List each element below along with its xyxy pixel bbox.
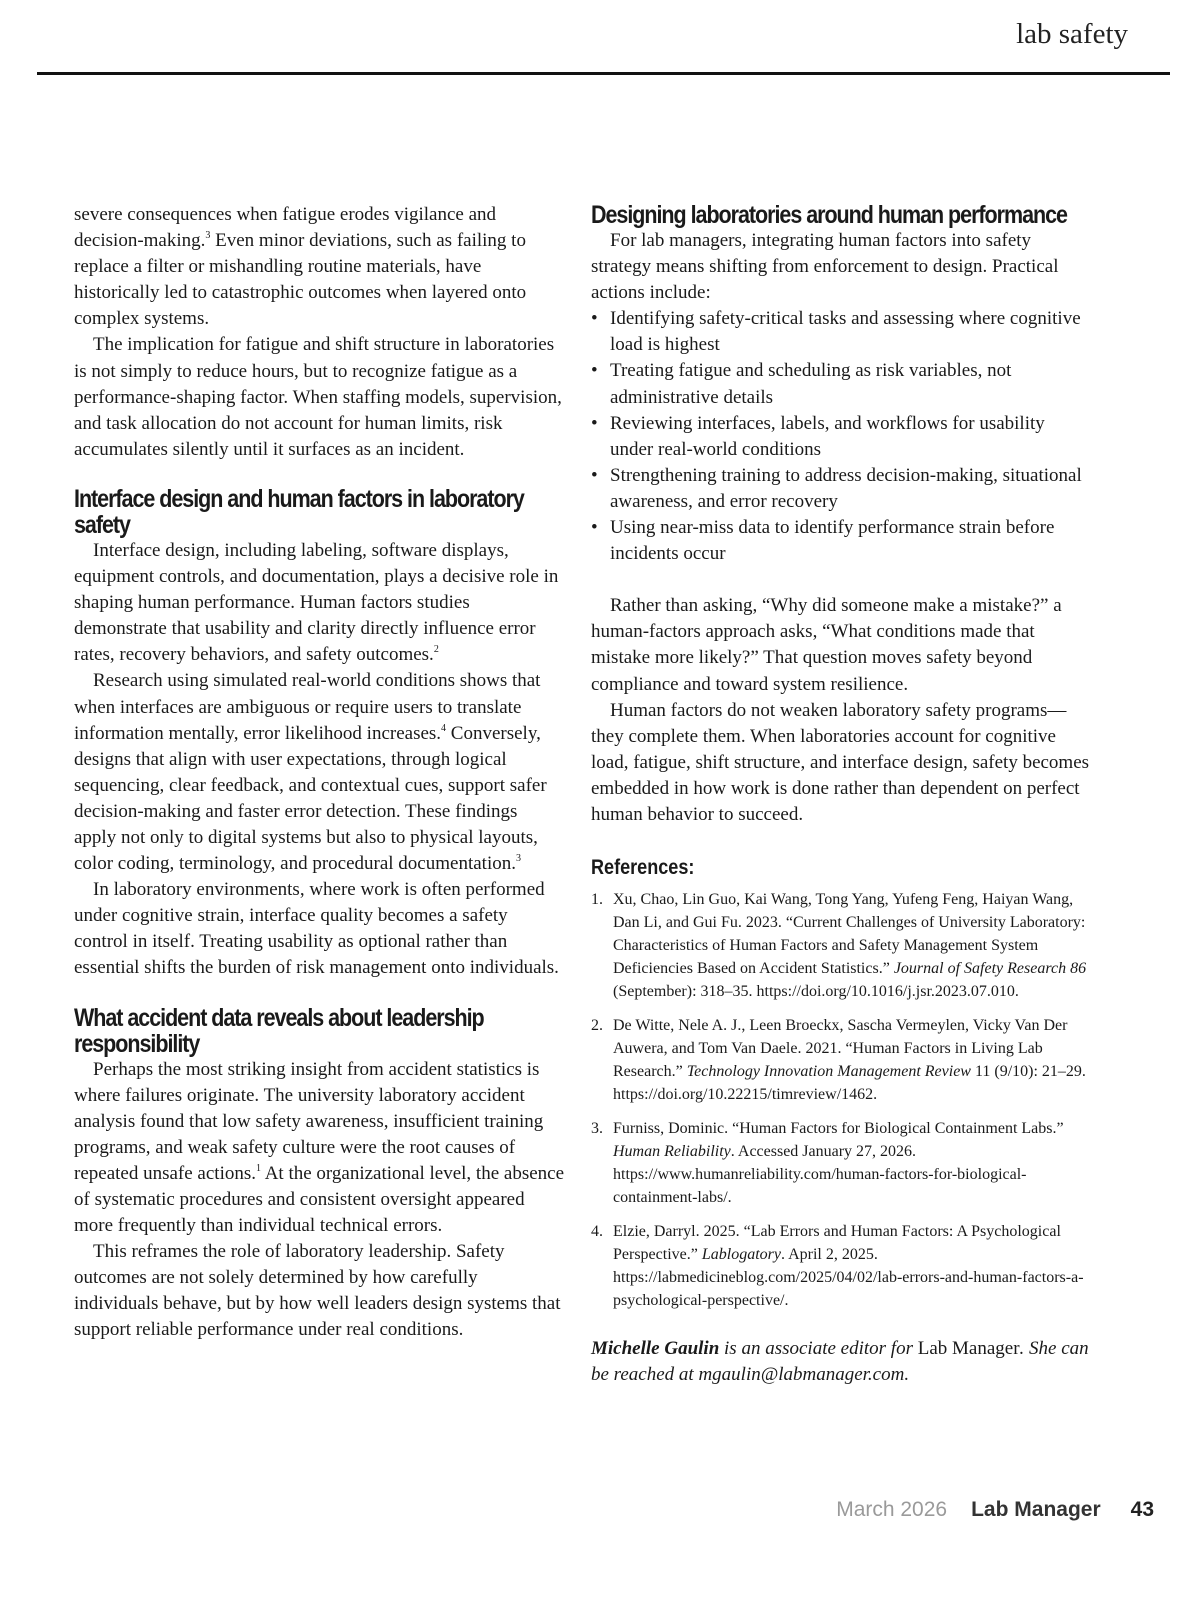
citation: 3 xyxy=(515,853,521,865)
reference-item: 4. Elzie, Darryl. 2025. “Lab Errors and Human Factors: A Psychological Perspective.” Lablogatory. April 2, 2025. https://labmedicineblog.com/2025/04/02/lab-errors-and-human-factors-a-psychological-perspective/. xyxy=(591,1223,1084,1310)
paragraph: The implication for fatigue and shift structure in laboratories is not simply to reduce hours, but to recognize fatigue as a performance-shaping factor. When staffing models, supervision, and task allocation do not account for human limits, risk accumulates silently until it surfaces as an incident. xyxy=(74,334,562,460)
list-item: • Identifying safety-critical tasks and assessing where cognitive load is highest xyxy=(591,308,1081,356)
references-list xyxy=(591,888,1091,1312)
list-item: • Using near-miss data to identify performance strain before incidents occur xyxy=(591,517,1055,565)
reference-item: 2. De Witte, Nele A. J., Leen Broeckx, Sascha Vermeylen, Vicky Van Der Auwera, and Tom Van Daele. 2021. “Human Factors in Living Lab Research.” Technology Innovation Management Review 11 (9/10): 21–29. https://doi.org/10.22215/timreview/1462. xyxy=(591,1017,1086,1104)
paragraph: For lab managers, integrating human factors into safety strategy means shifting from enforcement to design. Practical actions include: xyxy=(591,230,1059,304)
subheading-interface-design: Interface design and human factors in laboratory safety xyxy=(74,484,524,539)
page-footer xyxy=(836,1498,1154,1522)
bullet-icon: • xyxy=(591,308,598,330)
bullet-icon: • xyxy=(591,412,598,434)
paragraph: Rather than asking, “Why did someone make a mistake?” a human-factors approach asks, “What conditions made that mistake more likely?” That question moves safety beyond compliance and toward system resilience. xyxy=(591,595,1062,695)
subheading-designing-labs: Designing laboratories around human performance xyxy=(591,201,1067,229)
practical-actions-list xyxy=(591,306,1091,567)
page-number: 43 xyxy=(1130,1498,1154,1521)
citation: 3 xyxy=(205,230,211,242)
magazine-name: Lab Manager xyxy=(971,1498,1101,1521)
left-column xyxy=(74,202,564,1344)
bullet-icon: • xyxy=(591,517,598,539)
author-name: Michelle Gaulin xyxy=(591,1338,720,1360)
paragraph: severe consequences when fatigue erodes vigilance and decision-making.$^3$ Even minor deviations, such as failing to replace a filter or mishandling routine materials, have historically led to catastrophic outcomes when layered onto complex systems. xyxy=(74,204,527,330)
paragraph: Perhaps the most striking insight from accident statistics is where failures originate. The university laboratory accident analysis found that low safety awareness, insufficient training programs, and weak safety culture were the root causes of repeated unsafe actions.$^1$ At the organizational level, the absence of systematic procedures and consistent oversight appeared more frequently than individual technical errors. xyxy=(74,1058,565,1237)
paragraph: In laboratory environments, where work is often performed under cognitive strain, interface quality becomes a safety control in itself. Treating usability as optional rather than essential shifts the burden of risk management onto individuals. xyxy=(74,879,559,979)
author-bio: Michelle Gaulin is an associate editor for Lab Manager. She can be reached at mgaulin@labmanager.com. xyxy=(591,1338,1089,1386)
section-label: lab safety xyxy=(1016,18,1128,50)
issue-date: March 2026 xyxy=(836,1498,948,1521)
list-item: • Reviewing interfaces, labels, and workflows for usability under real-world conditions xyxy=(591,412,1045,460)
subheading-accident-data: What accident data reveals about leadership responsibility xyxy=(74,1003,484,1058)
list-item: • Treating fatigue and scheduling as risk variables, not administrative details xyxy=(591,360,1012,408)
reference-item: 1. Xu, Chao, Lin Guo, Kai Wang, Tong Yang, Yufeng Feng, Haiyan Wang, Dan Li, and Gui Fu. 2023. “Current Challenges of University Laboratory: Characteristics of Human Factors and Safety Management System Deficiencies Based on Accident Statistics.” Journal of Safety Research 86 (September): 318–35. https://doi.org/10.1016/j.jsr.2023.07.010. xyxy=(591,891,1087,1001)
bullet-icon: • xyxy=(591,360,598,382)
paragraph: This reframes the role of laboratory leadership. Safety outcomes are not solely determined by how carefully individuals behave, but by how well leaders design systems that support reliable performance under real conditions. xyxy=(74,1241,561,1341)
right-column xyxy=(591,202,1091,1388)
list-item: • Strengthening training to address decision-making, situational awareness, and error recovery xyxy=(591,464,1082,512)
references-heading: References: xyxy=(591,856,695,880)
paragraph: Research using simulated real-world conditions shows that when interfaces are ambiguous or require users to translate information mentally, error likelihood increases.$^4$ Conversely, designs that align with user expectations, through logical sequencing, clear feedback, and contextual cues, support safer decision-making and faster error detection. These findings apply not only to digital systems but also to physical layouts, color coding, terminology, and procedural documentation.$^3$ xyxy=(74,670,547,875)
reference-item: 3. Furniss, Dominic. “Human Factors for Biological Containment Labs.” Human Reliability. Accessed January 27, 2026. https://www.humanreliability.com/human-factors-for-biological-containment-labs/. xyxy=(591,1120,1064,1207)
citation: 2 xyxy=(433,644,439,656)
bullet-icon: • xyxy=(591,464,598,486)
paragraph: Human factors do not weaken laboratory safety programs—they complete them. When laboratories account for cognitive load, fatigue, shift structure, and interface design, safety becomes embedded in how work is done rather than dependent on perfect human behavior to succeed. xyxy=(591,699,1090,825)
citation: 1 xyxy=(256,1162,261,1174)
citation: 4 xyxy=(441,722,447,734)
paragraph: Interface design, including labeling, software displays, equipment controls, and documentation, plays a decisive role in shaping human performance. Human factors studies demonstrate that usability and clarity directly influence error rates, recovery behaviors, and safety outcomes.$^2$ xyxy=(74,539,559,666)
header-rule xyxy=(37,72,1170,75)
spacer xyxy=(591,567,1091,593)
